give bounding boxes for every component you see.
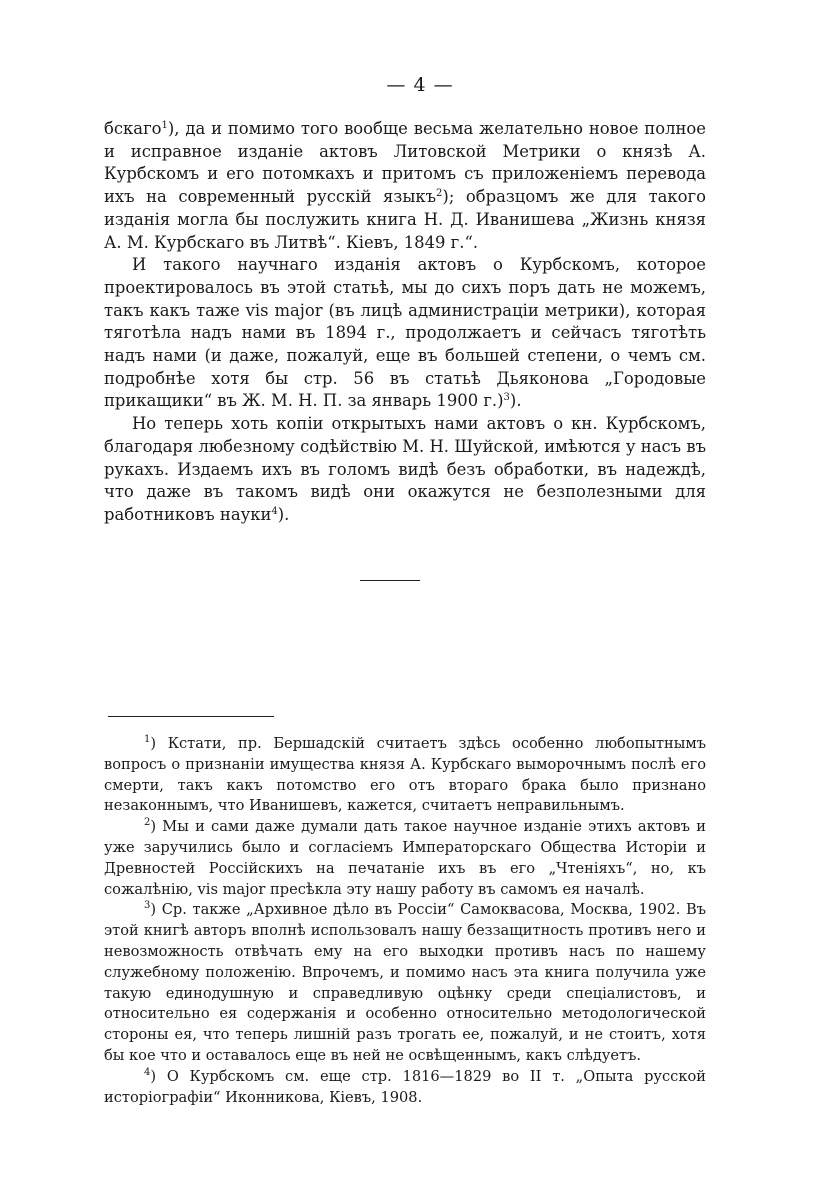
footnote-divider: [108, 716, 274, 717]
footnote-3: [104, 900, 706, 1066]
footnote-2: [104, 817, 706, 900]
footnote-2-number: 2: [144, 817, 151, 829]
footnote-4-number: 4: [144, 1066, 151, 1078]
paragraph-1-end: ); образцомъ же для такого изданія могла бы послужить книга Н. Д. Иванишева „Жизнь князя А. М. Курбскаго въ Литвѣ“. Кіевъ, 1849 г.“.: [104, 187, 706, 252]
footnote-3-text: ) Ср. также „Архивное дѣло въ Россіи“ Самоквасова, Москва, 1902. Въ этой книгѣ авторъ вполнѣ использовалъ нашу беззащитность противъ него и невозможность отвѣчать ему на его выходки противъ насъ по нашему служебному положенію. Впрочемъ, и помимо насъ эта книга получила уже такую единодушную и справедливую оцѣнку среди спеціалистовъ, и относительно ея содержанія и особенно относительно методологической стороны ея, что теперь лишній разъ трогать ее, пожалуй, и не стоитъ, хотя бы кое что и оставалось еще въ ней не освѣщеннымъ, какъ слѣдуетъ.: [104, 901, 706, 1064]
paragraph-3-end: ).: [277, 504, 290, 524]
footnote-4: [104, 1067, 706, 1109]
footnotes: [104, 734, 706, 1108]
paragraph-1-start: бскаго: [104, 119, 162, 138]
footnote-ref-4[interactable]: 4: [271, 505, 278, 517]
section-divider: [360, 580, 420, 581]
footnote-1-number: 1: [144, 734, 151, 745]
paragraph-3: [104, 413, 706, 527]
paragraph-2: [104, 254, 706, 413]
footnote-ref-2[interactable]: 2: [436, 188, 443, 200]
paragraph-1-middle: ), да и помимо того вообще весьма желательно новое полное и исправное изданіе актовъ Литовской Метрики о князѣ А. Курбскомъ и его потомкахъ и притомъ съ приложеніемъ перевода ихъ на современный русскій языкъ: [104, 119, 706, 207]
footnote-ref-1[interactable]: 1: [161, 120, 168, 131]
footnote-ref-3[interactable]: 3: [503, 392, 510, 404]
paragraph-2-start: И такого научнаго изданія актовъ о Курбскомъ, которое проектировалось въ этой статьѣ, мы до сихъ поръ дать не можемъ, такъ какъ таже vis major (въ лицѣ администраціи метрики), которая тяготѣла надъ нами въ 1894 г., продолжаетъ и сейчасъ тяготѣть надъ нами (и даже, пожалуй, еще въ большей степени, о чемъ см. подробнѣе хотя бы стр. 56 въ статьѣ Дьяконова „Городовые прикащики“ въ Ж. М. Н. П. за январь 1900 г.): [104, 255, 706, 411]
footnote-1: [104, 734, 706, 817]
footnote-3-number: 3: [144, 900, 151, 912]
footnote-2-text: ) Мы и сами даже думали дать такое научное изданіе этихъ актовъ и уже заручились было и согласіемъ Императорскаго Общества Исторіи и Древностей Россійскихъ на печатаніе ихъ въ его „Чтеніяхъ“, но, къ сожалѣнію, vis major пресѣкла эту нашу работу въ самомъ ея началѣ.: [104, 818, 706, 898]
footnote-4-text: ) О Курбскомъ см. еще стр. 1816—1829 во II т. „Опыта русской исторіографіи“ Иконникова, Кіевъ, 1908.: [104, 1067, 706, 1106]
footnote-1-text: ) Кстати, пр. Бершадскій считаетъ здѣсь особенно любопытнымъ вопросъ о признаніи имущества князя А. Курбскаго выморочнымъ послѣ его смерти, такъ какъ потомство его отъ втораго брака было признано незаконнымъ, что Иванишевъ, кажется, считаетъ неправильнымъ.: [104, 735, 706, 815]
paragraph-2-end: ).: [509, 391, 522, 411]
paragraph-1: [104, 118, 706, 254]
page-number: — 4 —: [386, 74, 454, 96]
main-text: [104, 118, 706, 527]
paragraph-3-start: Но теперь хоть копіи открытыхъ нами актовъ о кн. Курбскомъ, благодаря любезному содѣйствію М. Н. Шуйской, имѣются у насъ въ рукахъ. Издаемъ ихъ въ голомъ видѣ безъ обработки, въ надеждѣ, что даже въ такомъ видѣ они окажутся не безполезными для работниковъ науки: [104, 414, 706, 524]
